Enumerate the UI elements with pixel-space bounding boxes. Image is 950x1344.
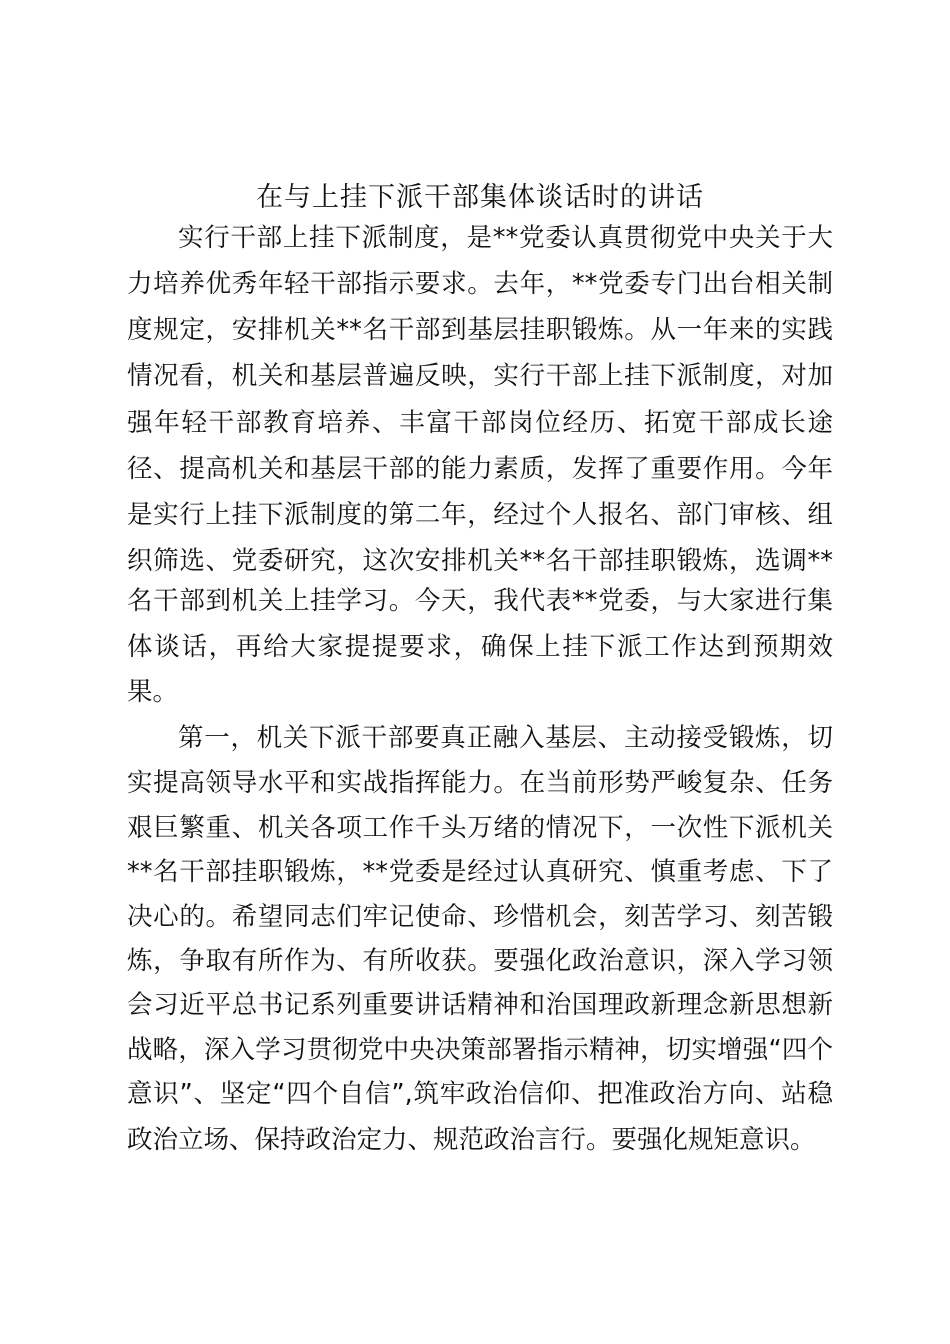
- paragraph-line: 实提高领导水平和实战指挥能力。在当前形势严峻复杂、任务: [127, 768, 833, 798]
- paragraph-line: **名干部挂职锻炼，**党委是经过认真研究、慎重考虑、下了: [127, 857, 833, 887]
- paragraph-line: 炼，争取有所作为、有所收获。要强化政治意识，深入学习领: [127, 946, 833, 976]
- paragraph-line: 名干部到机关上挂学习。今天，我代表**党委，与大家进行集: [127, 586, 833, 616]
- paragraph-line: 织筛选、党委研究，这次安排机关**名干部挂职锻炼，选调**: [127, 546, 833, 576]
- paragraph-line: 意识”、坚定“四个自信”,筑牢政治信仰、把准政治方向、站稳: [127, 1079, 833, 1109]
- paragraph-line: 度规定，安排机关**名干部到基层挂职锻炼。从一年来的实践: [127, 315, 833, 345]
- paragraph-line: 政治立场、保持政治定力、规范政治言行。要强化规矩意识。: [127, 1125, 816, 1155]
- paragraph-line: 强年轻干部教育培养、丰富干部岗位经历、拓宽干部成长途: [127, 408, 833, 438]
- paragraph-line: 果。: [127, 677, 179, 707]
- paragraph-line: 体谈话，再给大家提提要求，确保上挂下派工作达到预期效: [127, 632, 833, 662]
- paragraph-line: 会习近平总书记系列重要讲话精神和治国理政新理念新思想新: [127, 990, 833, 1020]
- paragraph-line: 决心的。希望同志们牢记使命、珍惜机会，刻苦学习、刻苦锻: [127, 902, 833, 932]
- paragraph-line: 第一，机关下派干部要真正融入基层、主动接受锻炼，切: [178, 723, 833, 753]
- paragraph-line: 艰巨繁重、机关各项工作千头万绪的情况下，一次性下派机关: [127, 813, 833, 843]
- paragraph-line: 情况看，机关和基层普遍反映，实行干部上挂下派制度，对加: [127, 361, 833, 391]
- paragraph-line: 力培养优秀年轻干部指示要求。去年，**党委专门出台相关制: [127, 269, 833, 299]
- paragraph-line: 是实行上挂下派制度的第二年，经过个人报名、部门审核、组: [127, 500, 833, 530]
- paragraph-line: 实行干部上挂下派制度，是**党委认真贯彻党中央关于大: [178, 223, 833, 253]
- paragraph-line: 径、提高机关和基层干部的能力素质，发挥了重要作用。今年: [127, 454, 833, 484]
- document-title: 在与上挂下派干部集体谈话时的讲话: [256, 182, 704, 213]
- paragraph-line: 战略，深入学习贯彻党中央决策部署指示精神，切实增强“四个: [127, 1035, 833, 1065]
